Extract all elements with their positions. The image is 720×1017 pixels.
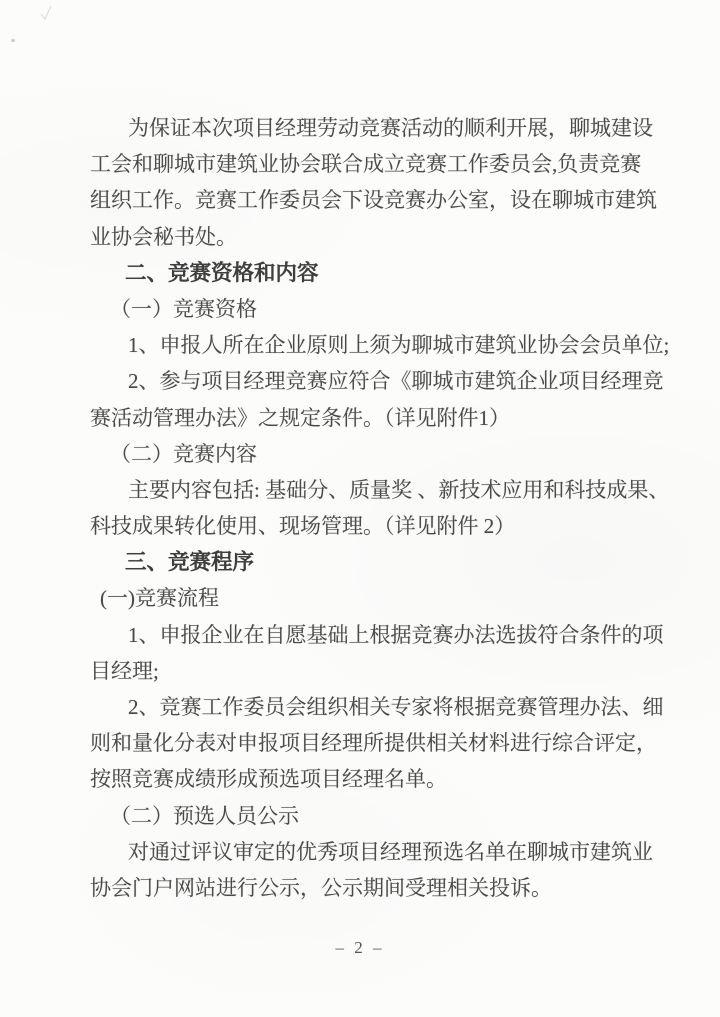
text-line: 为保证本次项目经理劳动竞赛活动的顺利开展，聊城建设 [128, 116, 653, 140]
text-line: 组织工作。竞赛工作委员会下设竞赛办公室，设在聊城市建筑 [90, 188, 657, 213]
text-line: 业协会秘书处。 [90, 224, 237, 249]
text-line: 工会和聊城市建筑业协会联合成立竞赛工作委员会,负责竞赛 [90, 152, 642, 177]
text-line: 赛活动管理办法》之规定条件。（详见附件1） [90, 405, 510, 430]
scan-artifact-dot [11, 39, 15, 42]
text-line: (一)竞赛流程 [100, 586, 219, 611]
text-line: 科技成果转化使用、现场管理。（详见附件 2） [90, 514, 516, 539]
text-line: （一）竞赛资格 [110, 296, 257, 321]
text-line: 对通过评议审定的优秀项目经理预选名单在聊城市建筑业 [128, 839, 653, 864]
text-line: 1、申报人所在企业原则上须为聊城市建筑业协会会员单位; [128, 333, 670, 358]
page-number: – 2 – [335, 938, 385, 957]
text-line: （二）竞赛内容 [110, 441, 257, 466]
text-line: 目经理; [90, 658, 159, 683]
text-line: 主要内容包括: 基础分、质量奖 、新技术应用和科技成果、 [128, 477, 670, 502]
document-body [90, 110, 670, 906]
text-line: （二）预选人员公示 [110, 803, 299, 828]
text-line: 则和量化分表对申报项目经理所提供相关材料进行综合评定， [90, 731, 657, 756]
text-line: 2、参与项目经理竞赛应符合《聊城市建筑企业项目经理竞 [128, 369, 664, 394]
text-line: 1、申报企业在自愿基础上根据竞赛办法选拔符合条件的项 [128, 622, 664, 647]
section-heading: 三、竞赛程序 [125, 550, 255, 575]
text-line: 2、竞赛工作委员会组织相关专家将根据竞赛管理办法、细 [128, 695, 664, 719]
section-heading: 二、竞赛资格和内容 [125, 260, 319, 285]
text-line: 协会门户网站进行公示，公示期间受理相关投诉。 [90, 875, 552, 900]
text-line: 按照竞赛成绩形成预选项目经理名单。 [90, 767, 447, 792]
scan-artifact-tick [38, 4, 54, 22]
